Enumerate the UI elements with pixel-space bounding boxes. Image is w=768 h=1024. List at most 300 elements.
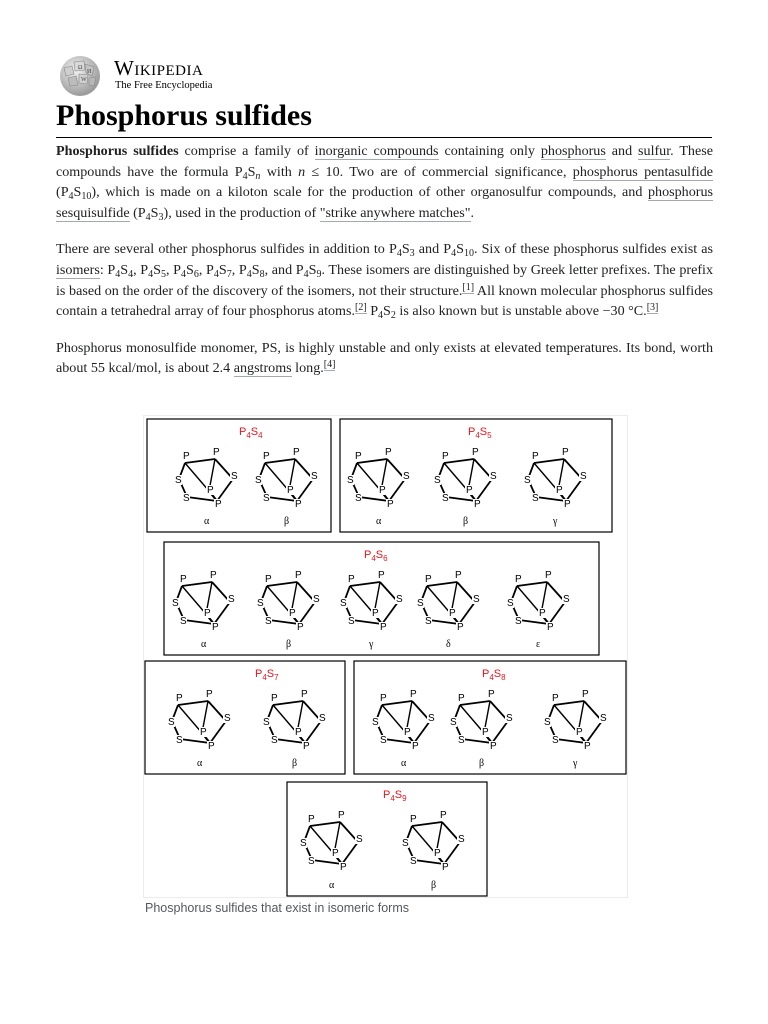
isomer-group-p4s7	[145, 661, 345, 774]
text: P	[366, 303, 379, 320]
atom-label: P	[295, 570, 302, 581]
atom-label: P	[355, 451, 362, 462]
subscript: 4	[213, 268, 219, 280]
paragraph-monosulfide	[56, 338, 713, 379]
formula-label: $P_4S_8$	[482, 668, 506, 682]
atom-label: S	[355, 493, 362, 504]
subscript: 4	[303, 268, 309, 280]
molecule-p4s5-3	[523, 447, 587, 510]
atom-label: P	[385, 447, 392, 458]
atom-label: P	[372, 608, 379, 619]
atom-label: P	[556, 485, 563, 496]
atom-label: P	[458, 693, 465, 704]
atom-label: S	[347, 475, 354, 486]
atom-label: P	[297, 622, 304, 633]
atom-label: S	[450, 717, 457, 728]
atom-label: P	[301, 689, 308, 700]
atom-label: P	[180, 574, 187, 585]
variable: n	[255, 170, 261, 182]
subscript: 4	[378, 310, 384, 322]
bond	[412, 826, 436, 854]
atom-label: S	[428, 713, 435, 724]
atom-label: P	[412, 741, 419, 752]
svg-text:Ω: Ω	[78, 65, 83, 71]
atom-label: P	[584, 741, 591, 752]
bond	[446, 497, 476, 501]
bond	[182, 586, 206, 614]
wikipedia-globe-icon[interactable]	[56, 54, 104, 98]
text: ), used in the production of	[163, 204, 320, 221]
atom-label: P	[176, 693, 183, 704]
atom-label: S	[340, 598, 347, 609]
article-body	[56, 141, 713, 395]
page-title: Phosphorus sulfides	[56, 97, 712, 138]
subscript: 9	[316, 268, 322, 280]
atom-label: S	[224, 713, 231, 724]
atom-label: P	[379, 485, 386, 496]
bond	[217, 479, 233, 501]
atom-label: P	[265, 574, 272, 585]
atom-label: P	[547, 622, 554, 633]
bond	[359, 497, 389, 501]
formula-label: $P_4S_6$	[364, 549, 388, 563]
citation-1[interactable]	[462, 282, 474, 294]
bond	[549, 602, 565, 624]
isomer-label: δ	[446, 639, 451, 650]
atom-label: P	[303, 741, 310, 752]
subscript: 6	[193, 268, 199, 280]
text: Phosphorus monosulfide monomer, PS, is highly unstable and only exists at elevated temperatures. Its bond, worth about 55 kcal/mol, is about 2.4	[56, 339, 713, 377]
atom-label: P	[490, 741, 497, 752]
atom-label: P	[295, 727, 302, 738]
atom-label: S	[271, 735, 278, 746]
atom-label: P	[582, 689, 589, 700]
atom-label: S	[410, 856, 417, 867]
atom-label: P	[207, 485, 214, 496]
paragraph-isomers	[56, 239, 713, 321]
atom-label: S	[175, 475, 182, 486]
atom-label: S	[311, 471, 318, 482]
atom-label: S	[263, 493, 270, 504]
isomer-group-p4s6	[164, 542, 599, 655]
text: .	[470, 204, 475, 221]
atom-label: S	[372, 717, 379, 728]
bond	[299, 602, 315, 624]
subscript: 10	[463, 248, 474, 260]
bond	[214, 602, 230, 624]
text: S	[308, 261, 317, 278]
atom-label: S	[403, 471, 410, 482]
atom-label: S	[265, 616, 272, 627]
isomer-label: α	[401, 758, 407, 769]
formula-label: $P_4S_5$	[468, 426, 492, 440]
text: , P	[198, 261, 214, 278]
text: comprise a family of	[178, 143, 315, 159]
bond	[180, 739, 210, 743]
atom-label: P	[449, 608, 456, 619]
bond	[517, 586, 541, 614]
atom-label: P	[215, 499, 222, 510]
text: is also known but is unstable above −30 °C.	[395, 303, 647, 320]
subscript: 4	[451, 248, 457, 260]
bond	[427, 586, 451, 614]
link-strike-anywhere-matches[interactable]: "strike anywhere matches"	[319, 204, 471, 221]
atom-label: P	[488, 689, 495, 700]
text: S	[186, 261, 194, 278]
atom-label: P	[387, 499, 394, 510]
link-inorganic-compounds[interactable]: inorganic compounds	[314, 143, 439, 159]
atom-label: P	[378, 570, 385, 581]
bond	[384, 739, 414, 743]
atom-label: S	[380, 735, 387, 746]
atom-label: P	[472, 447, 479, 458]
text: and	[605, 143, 639, 159]
isomer-label: α	[197, 758, 203, 769]
atom-label: P	[434, 848, 441, 859]
atom-label: S	[308, 856, 315, 867]
subscript: 4	[128, 268, 134, 280]
subscript: 4	[246, 268, 252, 280]
bond	[273, 705, 297, 733]
formula-label: $P_4S_9$	[383, 789, 407, 803]
atom-label: S	[402, 838, 409, 849]
atom-label: P	[482, 727, 489, 738]
citation-link[interactable]: [4]	[323, 359, 336, 371]
text: (P	[56, 184, 69, 201]
bond	[275, 739, 305, 743]
bond	[267, 497, 297, 501]
atom-label: P	[552, 693, 559, 704]
site-header	[56, 54, 356, 98]
atom-label: P	[348, 574, 355, 585]
atom-label: P	[293, 447, 300, 458]
text: . These isomers are distinguished by Greek letter prefixes. The prefix is based on the order of the discovery of the isomers, not their structure.	[56, 261, 713, 299]
molecule-p4s6-5	[506, 570, 570, 633]
subscript: 8	[259, 268, 265, 280]
text: and P	[414, 241, 452, 258]
text: ≤ 10. Two are of commercial significance,	[305, 163, 573, 180]
subscript: 4	[145, 211, 151, 223]
molecule-p4s6-3	[339, 570, 403, 633]
atom-label: P	[263, 451, 270, 462]
subscript: 3	[158, 211, 164, 223]
text: with	[260, 163, 299, 180]
bond	[414, 721, 430, 743]
bond	[382, 705, 406, 733]
bond	[476, 479, 492, 501]
subscript: 4	[242, 170, 248, 182]
bond	[312, 860, 342, 864]
atom-label: P	[271, 693, 278, 704]
bond	[310, 826, 334, 854]
link-phosphorus-pentasulfide[interactable]: phosphorus pentasulfide	[572, 163, 713, 180]
subscript: 4	[148, 268, 154, 280]
isomer-group-p4s5	[340, 419, 612, 532]
text: S	[150, 204, 159, 221]
subscript: 10	[81, 191, 92, 203]
subscript: 4	[68, 191, 74, 203]
text: S	[456, 241, 464, 258]
site-tagline: The Free Encyclopedia	[115, 80, 213, 91]
bond	[297, 479, 313, 501]
atom-label: S	[319, 713, 326, 724]
text: S	[383, 303, 391, 320]
atom-label: P	[539, 608, 546, 619]
atom-label: P	[212, 622, 219, 633]
isomer-group-p4s9	[287, 782, 487, 896]
bond	[352, 620, 382, 624]
isomer-label: β	[479, 758, 485, 769]
subscript: 2	[390, 310, 396, 322]
isomer-group-p4s4	[147, 419, 331, 532]
atom-label: S	[313, 594, 320, 605]
isomer-label: α	[201, 639, 207, 650]
atom-label: P	[204, 608, 211, 619]
atom-label: S	[524, 475, 531, 486]
atom-label: S	[490, 471, 497, 482]
text: : P	[99, 261, 116, 278]
link-isomers[interactable]: isomers	[56, 261, 100, 278]
subscript: 5	[160, 268, 166, 280]
atom-label: S	[417, 598, 424, 609]
subscript: 3	[409, 248, 415, 260]
citation-3[interactable]	[647, 302, 659, 314]
atom-label: P	[210, 570, 217, 581]
bond	[185, 463, 209, 491]
formula-label: $P_4S_4$	[239, 426, 263, 440]
molecule-p4s8-1	[371, 689, 435, 752]
atom-label: P	[442, 862, 449, 873]
citation-2[interactable]	[355, 302, 367, 314]
text: ), which is made on a kiloton scale for the production of other organosulfur compounds, and	[91, 184, 648, 201]
atom-label: S	[255, 475, 262, 486]
atom-label: P	[455, 570, 462, 581]
svg-text:И: И	[87, 69, 92, 75]
citation-link[interactable]: [2]	[355, 302, 367, 314]
text: S	[120, 261, 129, 278]
text: , and P	[264, 261, 304, 278]
subscript: 7	[226, 268, 232, 280]
atom-label: P	[380, 693, 387, 704]
isomer-label: α	[376, 516, 382, 527]
atom-label: S	[473, 594, 480, 605]
isomer-label: γ	[553, 516, 558, 527]
molecule-p4s8-3	[543, 689, 607, 752]
atom-label: S	[442, 493, 449, 504]
molecule-p4s7-1	[167, 689, 231, 752]
atom-label: S	[348, 616, 355, 627]
atom-label: S	[300, 838, 307, 849]
bond	[414, 860, 444, 864]
text: . These compounds have the formula P	[56, 143, 713, 180]
atom-label: P	[213, 447, 220, 458]
link-phosphorus-sesquisulfide[interactable]: phosphorus sesquisulfide	[56, 184, 713, 221]
atom-label: P	[308, 814, 315, 825]
bond	[536, 497, 566, 501]
text: S	[73, 184, 82, 201]
atom-label: S	[434, 475, 441, 486]
atom-label: P	[404, 727, 411, 738]
atom-label: P	[564, 499, 571, 510]
molecule-p4s4-1	[174, 447, 238, 510]
atom-label: S	[515, 616, 522, 627]
molecule-p4s4-2	[254, 447, 318, 510]
atom-label: P	[410, 814, 417, 825]
subscript: 4	[396, 248, 402, 260]
atom-label: S	[600, 713, 607, 724]
molecule-p4s5-2	[433, 447, 497, 510]
bond	[444, 842, 460, 864]
atom-label: S	[544, 717, 551, 728]
atom-label: S	[168, 717, 175, 728]
atom-label: S	[458, 834, 465, 845]
atom-label: S	[580, 471, 587, 482]
atom-label: S	[458, 735, 465, 746]
atom-label: S	[425, 616, 432, 627]
atom-label: P	[410, 689, 417, 700]
atom-label: P	[340, 862, 347, 873]
bond	[586, 721, 602, 743]
isomer-label: β	[431, 880, 437, 891]
text: S	[247, 163, 256, 180]
text: . Six of these phosphorus sulfides exist as	[473, 241, 713, 258]
molecule-p4s7-2	[262, 689, 326, 752]
text: S	[401, 241, 410, 258]
molecule-p4s6-2	[256, 570, 320, 633]
molecule-p4s6-4	[416, 570, 480, 633]
bond	[462, 739, 492, 743]
atom-label: P	[545, 570, 552, 581]
bond	[305, 721, 321, 743]
text: S	[153, 261, 161, 278]
bond	[519, 620, 549, 624]
atom-label: P	[289, 608, 296, 619]
atom-label: P	[442, 451, 449, 462]
variable: n	[298, 163, 306, 180]
text: There are several other phosphorus sulfides in addition to P	[56, 241, 397, 258]
formula-label: $P_4S_7$	[255, 668, 279, 682]
atom-label: P	[457, 622, 464, 633]
bond	[187, 497, 217, 501]
bond	[265, 463, 289, 491]
bond	[342, 842, 358, 864]
atom-label: P	[562, 447, 569, 458]
text: S	[251, 261, 260, 278]
atom-label: S	[228, 594, 235, 605]
subscript: 4	[115, 268, 121, 280]
bond	[382, 602, 398, 624]
citation-link[interactable]: [3]	[646, 302, 659, 314]
bond	[267, 586, 291, 614]
atom-label: S	[506, 713, 513, 724]
text: All known molecular phosphorus sulfides contain a tetrahedral array of four phosphorus atoms.	[56, 282, 713, 320]
subscript: 4	[181, 268, 187, 280]
isomer-label: γ	[369, 639, 374, 650]
text: long.	[291, 360, 324, 377]
atom-label: S	[183, 493, 190, 504]
isomer-figure[interactable]	[143, 415, 628, 898]
isomer-group-p4s8	[354, 661, 626, 774]
bond	[444, 463, 468, 491]
isomer-label: β	[463, 516, 469, 527]
bond	[492, 721, 508, 743]
text: (P	[129, 204, 146, 221]
atom-label: P	[425, 574, 432, 585]
text: , P	[133, 261, 149, 278]
isomer-label: α	[329, 880, 335, 891]
bond	[556, 739, 586, 743]
citation-link[interactable]: [1]	[462, 281, 475, 293]
atom-label: S	[231, 471, 238, 482]
atom-label: P	[200, 727, 207, 738]
atom-label: S	[257, 598, 264, 609]
bond	[534, 463, 558, 491]
link-phosphorus[interactable]: phosphorus	[540, 143, 606, 159]
atom-label: P	[206, 689, 213, 700]
isomer-label: α	[204, 516, 210, 527]
atom-label: S	[263, 717, 270, 728]
link-sulfur[interactable]: sulfur	[638, 143, 671, 159]
atom-label: P	[295, 499, 302, 510]
atom-label: S	[180, 616, 187, 627]
bond	[554, 705, 578, 733]
bond	[460, 705, 484, 733]
atom-label: P	[287, 485, 294, 496]
atom-label: P	[440, 810, 447, 821]
isomer-label: β	[284, 516, 290, 527]
isomer-label: ε	[536, 639, 541, 650]
atom-label: P	[338, 810, 345, 821]
text: S	[218, 261, 227, 278]
paragraph-intro	[56, 141, 713, 223]
atom-label: S	[176, 735, 183, 746]
atom-label: P	[576, 727, 583, 738]
atom-label: P	[380, 622, 387, 633]
molecule-p4s8-2	[449, 689, 513, 752]
bond	[429, 620, 459, 624]
bond	[210, 721, 226, 743]
atom-label: S	[552, 735, 559, 746]
citation-4[interactable]	[324, 359, 336, 371]
site-wordmark[interactable]: Wikipedia	[114, 56, 204, 80]
text: , P	[231, 261, 247, 278]
atom-label: S	[396, 594, 403, 605]
bold-term: Phosphorus sulfides	[56, 143, 179, 159]
isomer-structures-image	[144, 416, 629, 899]
bond	[389, 479, 405, 501]
link-angstroms[interactable]: angstroms	[233, 360, 292, 377]
bond	[459, 602, 475, 624]
atom-label: S	[532, 493, 539, 504]
atom-label: P	[208, 741, 215, 752]
atom-label: S	[507, 598, 514, 609]
atom-label: P	[474, 499, 481, 510]
molecule-p4s6-1	[171, 570, 235, 633]
isomer-label: γ	[573, 758, 578, 769]
atom-label: P	[532, 451, 539, 462]
bond	[357, 463, 381, 491]
isomer-label: β	[286, 639, 292, 650]
atom-label: P	[466, 485, 473, 496]
bond	[566, 479, 582, 501]
molecule-p4s5-1	[346, 447, 410, 510]
atom-label: S	[563, 594, 570, 605]
svg-text:W: W	[81, 77, 87, 83]
atom-label: P	[183, 451, 190, 462]
bond	[184, 620, 214, 624]
molecule-p4s9-2	[401, 810, 465, 873]
bond	[350, 586, 374, 614]
